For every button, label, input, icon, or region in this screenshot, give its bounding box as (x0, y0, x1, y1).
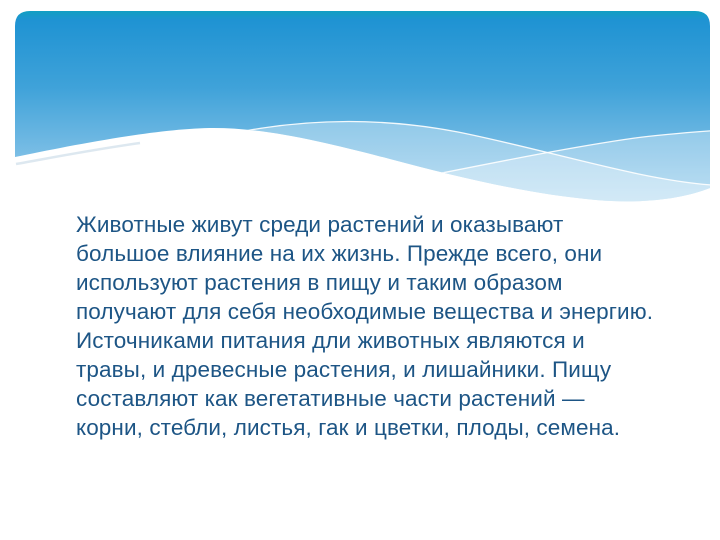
body-text-line: корни, стебли, листья, гак и цветки, плоды, семена. (76, 415, 621, 440)
body-text-line: Источниками питания дли животных являются и (76, 328, 585, 353)
body-text-line: получают для себя необходимые вещества и энергию. (76, 299, 654, 324)
body-text-line: Животные живут среди растений и оказывают (76, 212, 564, 237)
body-text-line: большое влияние на их жизнь. Прежде всего, они (76, 241, 603, 266)
body-text-line: составляют как вегетативные части растений — (76, 386, 585, 411)
body-text-line: используют растения в пищу и таким образом (76, 270, 563, 295)
header-wave-graphic (0, 0, 720, 212)
slide-body-text (76, 210, 676, 442)
body-text-line: травы, и древесные растения, и лишайники. Пищу (76, 357, 612, 382)
